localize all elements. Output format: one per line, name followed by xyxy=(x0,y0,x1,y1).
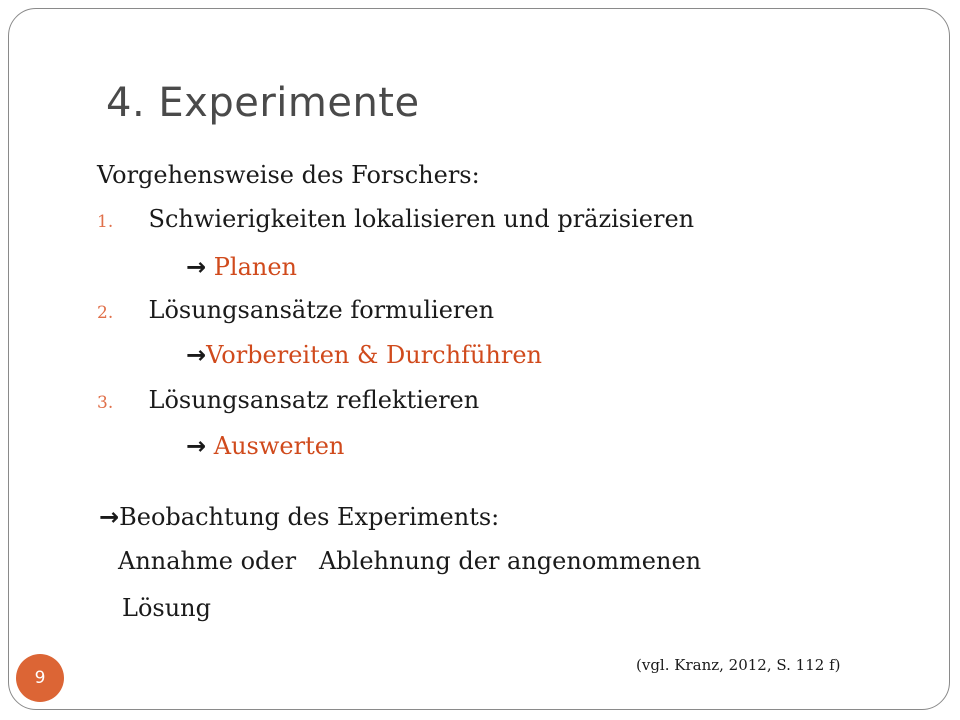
step-2-result-text: Vorbereiten & Durchführen xyxy=(206,341,543,369)
step-3-result xyxy=(186,432,344,460)
step-3-result-text: Auswerten xyxy=(213,432,345,460)
step-1-result-text: Planen xyxy=(213,253,297,281)
arrow-right-icon: → xyxy=(186,432,207,460)
step-1-text: Schwierigkeiten lokalisieren und präzisieren xyxy=(148,205,695,233)
step-2 xyxy=(97,296,494,324)
step-3-number: 3. xyxy=(97,393,114,413)
step-1-result xyxy=(186,253,297,281)
observation-heading-text: Beobachtung des Experiments: xyxy=(119,503,500,531)
observation-heading xyxy=(99,503,499,531)
arrow-right-icon: → xyxy=(186,341,207,369)
arrow-right-icon: → xyxy=(186,253,207,281)
step-1 xyxy=(97,205,694,233)
step-3-text: Lösungsansatz reflektieren xyxy=(148,386,480,414)
citation: (vgl. Kranz, 2012, S. 112 f) xyxy=(636,656,841,674)
arrow-right-icon: → xyxy=(99,503,120,531)
step-3 xyxy=(97,386,479,414)
observation-line-1: Annahme oder Ablehnung der angenommenen xyxy=(118,547,702,575)
page-number-badge xyxy=(16,654,64,702)
step-2-result xyxy=(186,341,542,369)
step-2-text: Lösungsansätze formulieren xyxy=(148,296,495,324)
slide-title: 4. Experimente xyxy=(106,80,420,126)
page-number: 9 xyxy=(34,668,46,688)
step-2-number: 2. xyxy=(97,303,114,323)
intro-text: Vorgehensweise des Forschers: xyxy=(97,161,480,189)
step-1-number: 1. xyxy=(97,212,114,232)
observation-line-2: Lösung xyxy=(122,594,211,622)
